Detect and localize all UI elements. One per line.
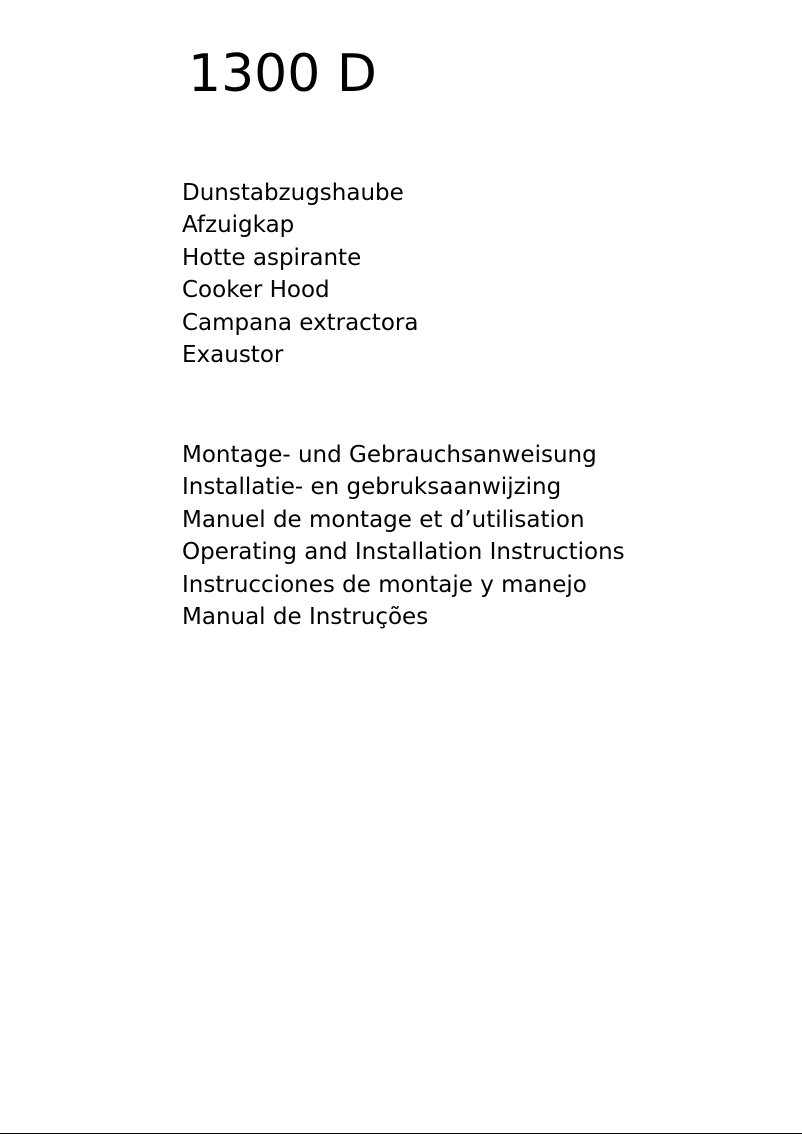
manual-title-dutch: Installatie- en gebruksaanwijzing xyxy=(182,474,562,501)
product-name-portuguese: Exaustor xyxy=(182,342,284,369)
manual-title-spanish: Instrucciones de montaje y manejo xyxy=(182,571,587,598)
manual-title-french: Manuel de montage et d’utilisation xyxy=(182,506,585,533)
manual-title-german: Montage- und Gebrauchsanweisung xyxy=(182,442,597,468)
manual-title-english: Operating and Installation Instructions xyxy=(182,539,625,566)
product-name-dutch: Afzuigkap xyxy=(182,212,295,239)
product-name-french: Hotte aspirante xyxy=(182,244,362,271)
product-name-english: Cooker Hood xyxy=(182,277,330,304)
manual-title-list xyxy=(182,439,625,633)
manual-title-portuguese: Manual de Instruções xyxy=(182,604,429,631)
model-title: 1300 D xyxy=(188,44,377,104)
product-name-german: Dunstabzugshaube xyxy=(182,180,404,206)
page-bottom-rule xyxy=(0,1133,802,1134)
product-name-spanish: Campana extractora xyxy=(182,309,419,336)
product-name-list xyxy=(182,177,418,371)
